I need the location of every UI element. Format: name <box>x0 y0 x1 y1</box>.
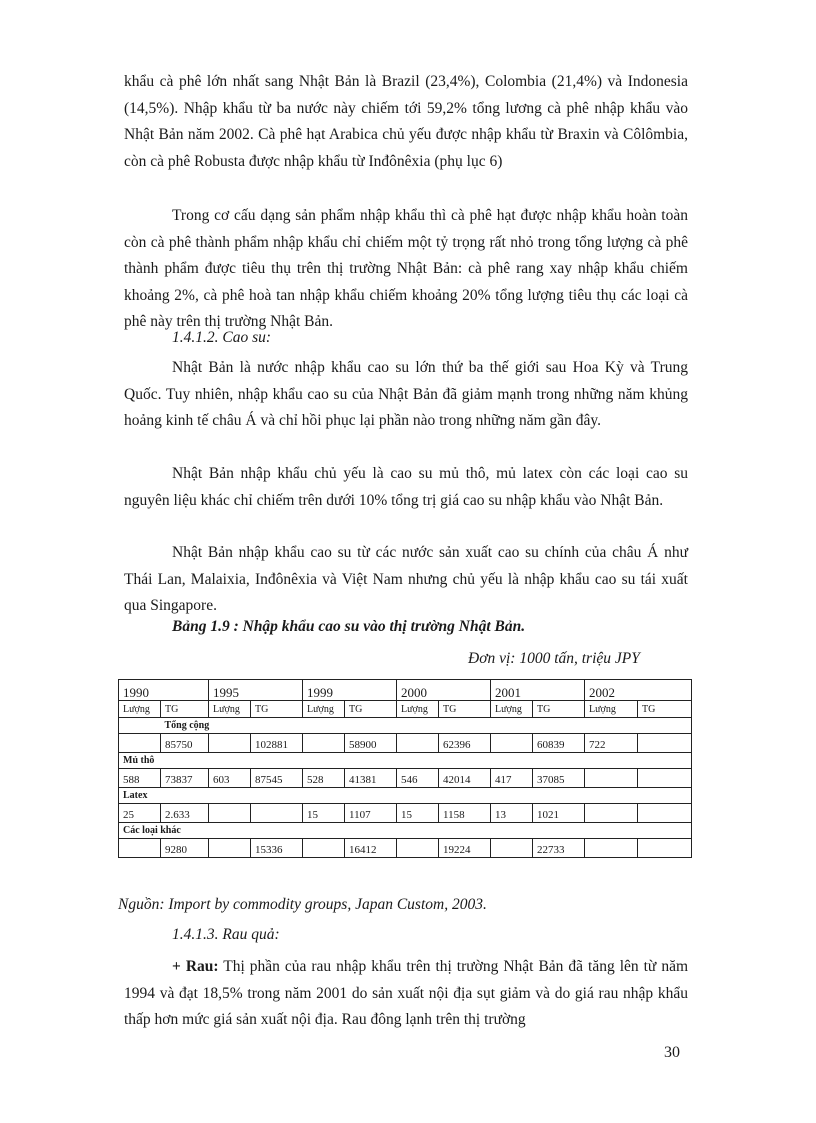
col-header-tg: TG <box>251 701 303 718</box>
table-cell: 87545 <box>251 769 303 788</box>
vegetables-text: Thị phần của rau nhập khẩu trên thị trường Nhật Bản đã tăng lên từ năm 1994 và đạt 18,5% trong năm 2001 do sản xuất nội địa sụt giảm và do giá rau nhập khẩu thấp hơn mức giá sản xuất nội địa. Rau đông lạnh trên thị trường <box>124 958 688 1028</box>
table-cell <box>397 734 439 753</box>
table-cell: 546 <box>397 769 439 788</box>
table-cell: 528 <box>303 769 345 788</box>
column-header-row <box>119 701 692 718</box>
paragraph-rubber-origins: Nhật Bản nhập khẩu cao su từ các nước sản xuất cao su chính của châu Á như Thái Lan, Malaixia, Inđônêxia và Việt Nam nhưng chủ yếu là nhập khẩu cao su tái xuất qua Singapore. <box>124 544 688 614</box>
col-header-luong: Lượng <box>119 701 161 718</box>
col-header-luong: Lượng <box>585 701 638 718</box>
table-cell: 588 <box>119 769 161 788</box>
group-label: Các loại khác <box>119 823 692 839</box>
table-unit: Đơn vị: 1000 tấn, triệu JPY <box>468 650 640 667</box>
table-row <box>119 839 692 858</box>
table-cell: 102881 <box>251 734 303 753</box>
col-header-tg: TG <box>345 701 397 718</box>
table-row <box>119 804 692 823</box>
table-cell <box>491 839 533 858</box>
table-cell <box>397 839 439 858</box>
table-cell: 37085 <box>533 769 585 788</box>
col-header-tg: TG <box>638 701 692 718</box>
table-cell: 15 <box>303 804 345 823</box>
paragraph-coffee-sources: khẩu cà phê lớn nhất sang Nhật Bản là Brazil (23,4%), Colombia (21,4%) và Indonesia (14,5%). Nhập khẩu từ ba nước này chiếm tới 59,2% tổng lương cà phê nhập khẩu vào Nhật Bản năm 2002. Cà phê hạt Arabica chủ yếu được nhập khẩu từ Braxin và Côlômbia, còn cà phê Robusta được nhập khẩu từ Inđônêxia (phụ lục 6) <box>124 73 688 170</box>
table-row <box>119 734 692 753</box>
table-cell: 15 <box>397 804 439 823</box>
group-label-row <box>119 823 692 839</box>
table-cell: 9280 <box>161 839 209 858</box>
table-cell: 1021 <box>533 804 585 823</box>
paragraph-rubber-rank: Nhật Bản là nước nhập khẩu cao su lớn thứ ba thế giới sau Hoa Kỳ và Trung Quốc. Tuy nhiên, nhập khẩu cao su của Nhật Bản đã giảm mạnh trong những năm khủng hoảng kinh tế châu Á và chỉ hồi phục lại phần nào trong những năm gần đây. <box>124 359 688 429</box>
col-header-luong: Lượng <box>491 701 533 718</box>
table-cell <box>303 734 345 753</box>
table-cell <box>209 804 251 823</box>
table-cell <box>638 734 692 753</box>
table-cell: 603 <box>209 769 251 788</box>
year-cell: 2000 <box>397 680 491 701</box>
col-header-tg: TG <box>533 701 585 718</box>
paragraph-vegetables <box>124 954 688 1034</box>
table-cell <box>209 734 251 753</box>
table-caption: Bảng 1.9 : Nhập khẩu cao su vào thị trường Nhật Bản. <box>172 618 526 635</box>
table-source: Nguồn: Import by commodity groups, Japan Custom, 2003. <box>118 896 487 913</box>
table-cell <box>209 839 251 858</box>
table-cell <box>119 839 161 858</box>
table-cell <box>585 769 638 788</box>
group-label: Tổng cộng <box>161 718 692 734</box>
table-cell <box>638 804 692 823</box>
paragraph-rubber-types: Nhật Bản nhập khẩu chủ yếu là cao su mủ thô, mủ latex còn các loại cao su nguyên liệu khác chỉ chiếm trên dưới 10% tổng trị giá cao su nhập khẩu vào Nhật Bản. <box>124 465 688 509</box>
table-cell <box>251 804 303 823</box>
table-cell: 2.633 <box>161 804 209 823</box>
table-cell <box>119 734 161 753</box>
vegetables-lead: + Rau: <box>172 958 219 975</box>
col-header-luong: Lượng <box>303 701 345 718</box>
table-cell <box>585 804 638 823</box>
group-label: Mủ thô <box>119 753 692 769</box>
table-cell: 19224 <box>439 839 491 858</box>
table-cell: 25 <box>119 804 161 823</box>
year-cell: 2001 <box>491 680 585 701</box>
table-cell: 62396 <box>439 734 491 753</box>
table-cell <box>585 839 638 858</box>
table-cell <box>638 839 692 858</box>
col-header-luong: Lượng <box>209 701 251 718</box>
page-number: 30 <box>664 1044 680 1061</box>
table-cell: 73837 <box>161 769 209 788</box>
table-cell: 1158 <box>439 804 491 823</box>
table-cell: 722 <box>585 734 638 753</box>
col-header-luong: Lượng <box>397 701 439 718</box>
paragraph-coffee-products: Trong cơ cấu dạng sản phẩm nhập khẩu thì cà phê hạt được nhập khẩu hoàn toàn còn cà phê thành phẩm nhập khẩu chỉ chiếm một tỷ trọng rất nhỏ trong tổng lượng cà phê thành phẩm được tiêu thụ trên thị trường Nhật Bản: cà phê rang xay nhập khẩu chiếm khoảng 2%, cà phê hoà tan nhập khẩu chiếm khoảng 20% tổng lượng tiêu thụ các loại cà phê này trên thị trường Nhật Bản. <box>124 207 688 330</box>
table-cell: 22733 <box>533 839 585 858</box>
table-cell: 16412 <box>345 839 397 858</box>
table-cell: 42014 <box>439 769 491 788</box>
section-heading-produce: 1.4.1.3. Rau quả: <box>172 926 280 943</box>
group-label: Latex <box>119 788 692 804</box>
table-cell: 15336 <box>251 839 303 858</box>
table-cell: 13 <box>491 804 533 823</box>
table-cell: 417 <box>491 769 533 788</box>
col-header-tg: TG <box>161 701 209 718</box>
rubber-import-table <box>118 679 692 858</box>
table-cell <box>491 734 533 753</box>
group-label-row <box>119 788 692 804</box>
table-cell: 60839 <box>533 734 585 753</box>
table-cell: 1107 <box>345 804 397 823</box>
year-cell: 1990 <box>119 680 209 701</box>
col-header-tg: TG <box>439 701 491 718</box>
table-cell <box>638 769 692 788</box>
section-heading-rubber: 1.4.1.2. Cao su: <box>172 329 272 346</box>
group-label-row <box>119 753 692 769</box>
table-cell: 58900 <box>345 734 397 753</box>
year-cell: 1999 <box>303 680 397 701</box>
group-label-row <box>119 718 692 734</box>
year-cell: 1995 <box>209 680 303 701</box>
table-cell: 85750 <box>161 734 209 753</box>
year-header-row <box>119 680 692 701</box>
table-cell <box>303 839 345 858</box>
year-cell: 2002 <box>585 680 692 701</box>
table-cell: 41381 <box>345 769 397 788</box>
table-row <box>119 769 692 788</box>
